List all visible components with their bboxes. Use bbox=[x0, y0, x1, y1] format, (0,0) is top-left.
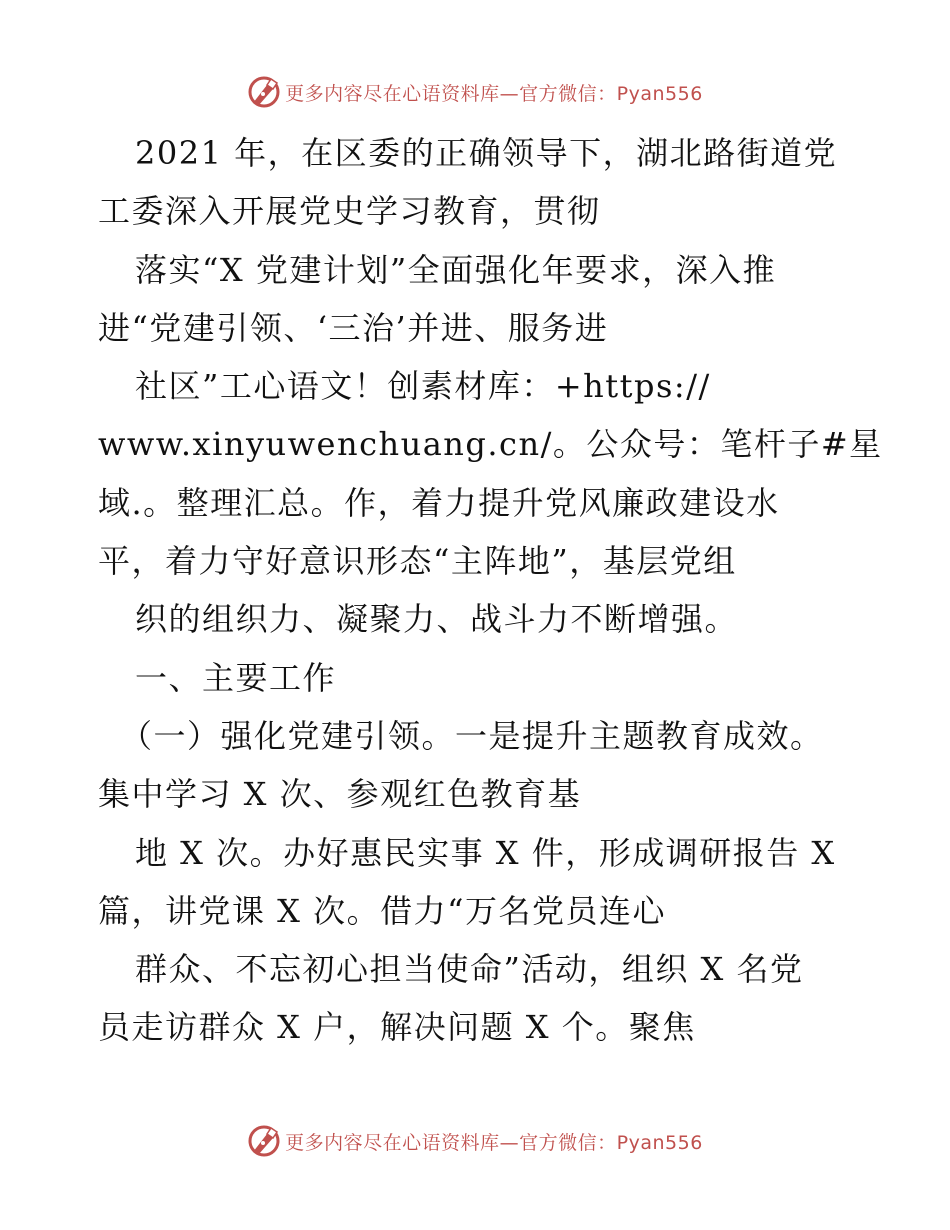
body-line-16: 员走访群众 X 户，解决问题 X 个。聚焦 bbox=[98, 1008, 696, 1047]
body-line-12: 集中学习 X 次、参观红色教育基 bbox=[98, 775, 582, 814]
body-line-13: 地 X 次。办好惠民实事 X 件，形成调研报告 X bbox=[135, 833, 836, 872]
document-body bbox=[98, 124, 883, 1057]
body-line-7: 域.。整理汇总。作，着力提升党风廉政建设水 bbox=[98, 483, 780, 522]
section-heading: 一、主要工作 bbox=[135, 658, 337, 697]
header-banner-text: 更多内容尽在心语资料库—官方微信：Pyan556 bbox=[285, 82, 703, 105]
body-line-2: 工委深入开展党史学习教育，贯彻 bbox=[98, 192, 601, 231]
pen-nib-logo-icon bbox=[247, 1124, 281, 1158]
body-line-5: 社区”工心语文！创素材库：+https:// bbox=[135, 367, 711, 406]
body-line-15: 群众、不忘初心担当使命”活动，组织 X 名党 bbox=[135, 950, 804, 989]
body-line-14: 篇，讲党课 X 次。借力“万名党员连心 bbox=[98, 891, 666, 930]
footer-banner bbox=[0, 1121, 950, 1161]
body-line-9: 织的组织力、凝聚力、战斗力不断增强。 bbox=[135, 600, 739, 639]
pen-nib-logo-icon bbox=[247, 75, 281, 109]
body-line-6: www.xinyuwenchuang.cn/。公众号：笔杆子#星 bbox=[98, 425, 883, 464]
body-line-1: 2021 年，在区委的正确领导下，湖北路街道党 bbox=[135, 134, 838, 172]
body-line-11: （一）强化党建引领。一是提升主题教育成效。 bbox=[120, 716, 824, 755]
footer-banner-text: 更多内容尽在心语资料库—官方微信：Pyan556 bbox=[285, 1131, 703, 1154]
header-banner bbox=[0, 72, 950, 112]
body-line-8: 平，着力守好意识形态“主阵地”，基层党组 bbox=[98, 542, 737, 581]
body-line-4: 进“党建引领、‘三治’并进、服务进 bbox=[98, 308, 609, 347]
body-line-3: 落实“X 党建计划”全面强化年要求，深入推 bbox=[135, 250, 777, 289]
